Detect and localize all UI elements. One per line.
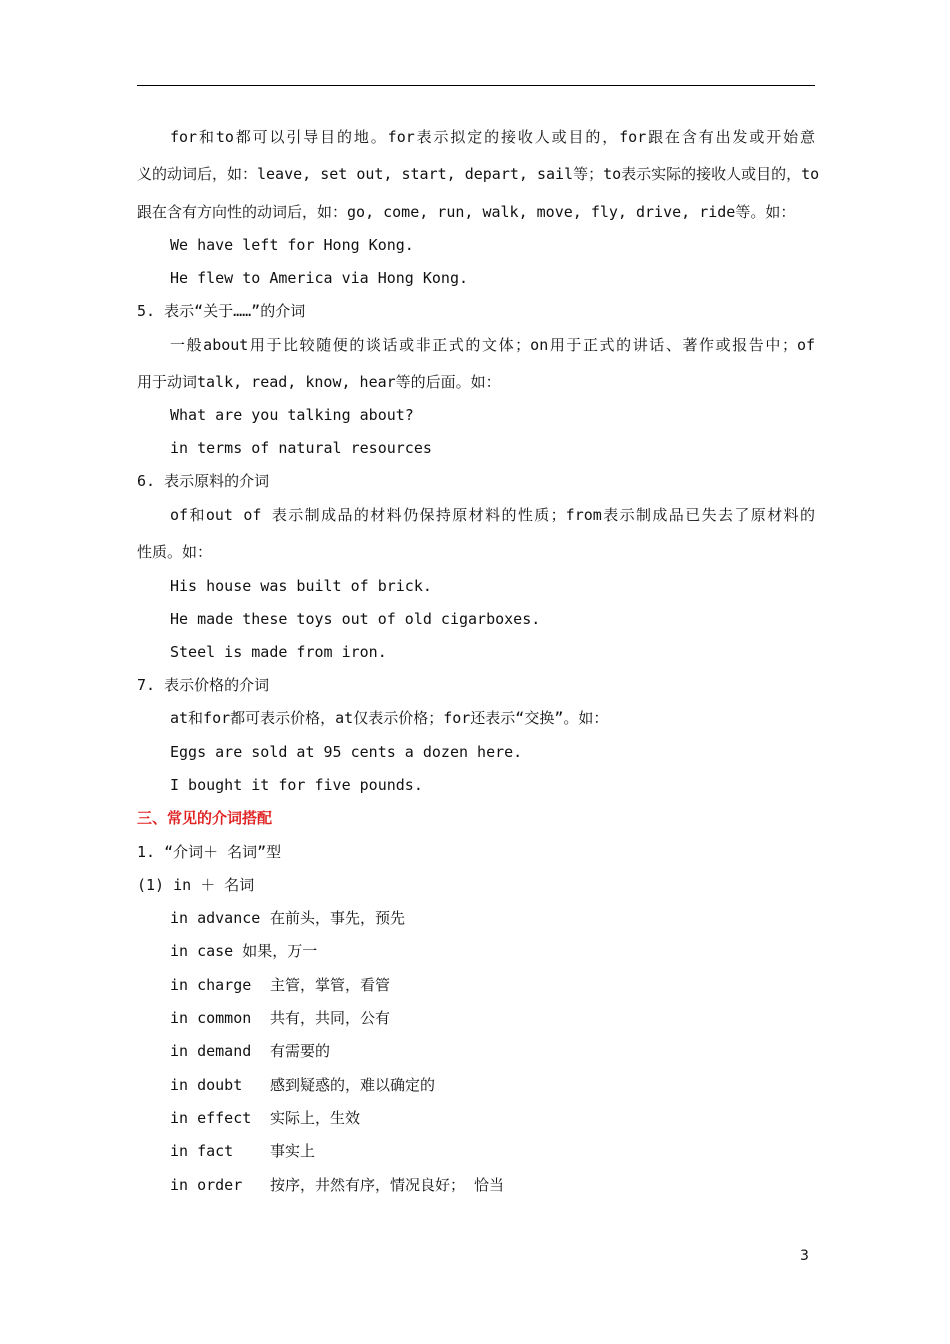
phrase-row <box>170 908 815 928</box>
phrase-term: in case <box>170 942 234 960</box>
section-title: 6. 表示原料的介词 <box>137 472 270 490</box>
phrase-meaning: 在前头，事先，预先 <box>270 909 406 927</box>
paragraph-line: 用于动词talk, read, know, hear等的后面。如： <box>137 373 501 391</box>
phrase-row <box>170 1141 815 1161</box>
phrase-meaning: 按序，井然有序，情况良好； 恰当 <box>270 1176 505 1194</box>
example-sentence: What are you talking about? <box>170 406 414 424</box>
phrase-term: in common <box>170 1009 252 1027</box>
phrase-meaning: 有需要的 <box>270 1042 331 1060</box>
phrase-term: in fact <box>170 1142 234 1160</box>
phrase-row <box>170 1075 815 1095</box>
example-sentence: He flew to America via Hong Kong. <box>170 269 469 287</box>
example-sentence: in terms of natural resources <box>170 439 432 457</box>
example-sentence: He made these toys out of old cigarboxes. <box>170 610 541 628</box>
example-sentence: Eggs are sold at 95 cents a dozen here. <box>170 743 523 761</box>
example-sentence: I bought it for five pounds. <box>170 776 423 794</box>
phrase-row <box>170 1175 815 1195</box>
phrase-term: in effect <box>170 1109 252 1127</box>
phrase-term: in doubt <box>170 1076 243 1094</box>
header-rule <box>137 85 815 86</box>
phrase-meaning: 实际上，生效 <box>270 1109 361 1127</box>
phrase-meaning: 如果，万一 <box>242 942 318 960</box>
subsection-title: (1) in ＋ 名词 <box>137 876 255 894</box>
paragraph-line: 义的动词后，如：leave, set out, start, depart, sail等；to表示实际的接收人或目的，to <box>137 165 820 183</box>
phrase-term: in advance <box>170 909 261 927</box>
part-heading: 三、常见的介词搭配 <box>137 809 273 827</box>
phrase-meaning: 事实上 <box>270 1142 316 1160</box>
phrase-row <box>170 975 815 995</box>
phrase-row <box>170 1108 815 1128</box>
phrase-row <box>170 941 815 961</box>
paragraph-line: at和for都可表示价格，at仅表示价格；for还表示“交换”。如： <box>170 709 609 727</box>
section-title: 5. 表示“关于……”的介词 <box>137 302 306 320</box>
paragraph-line: 跟在含有方向性的动词后，如：go, come, run, walk, move, fly, drive, ride等。如： <box>137 203 796 221</box>
phrase-row <box>170 1008 815 1028</box>
example-sentence: His house was built of brick. <box>170 577 432 595</box>
subsection-title: 1. “介词＋ 名词”型 <box>137 843 282 861</box>
paragraph-line: for和to都可以引导目的地。for表示拟定的接收人或目的，for跟在含有出发或开始意 <box>170 128 815 146</box>
example-sentence: Steel is made from iron. <box>170 643 387 661</box>
example-sentence: We have left for Hong Kong. <box>170 236 414 254</box>
phrase-meaning: 感到疑惑的，难以确定的 <box>270 1076 436 1094</box>
phrase-row <box>170 1041 815 1061</box>
phrase-term: in charge <box>170 976 252 994</box>
paragraph-line: 性质。如： <box>137 543 213 561</box>
section-title: 7. 表示价格的介词 <box>137 676 270 694</box>
phrase-meaning: 共有，共同，公有 <box>270 1009 391 1027</box>
phrase-term: in demand <box>170 1042 252 1060</box>
phrase-term: in order <box>170 1176 243 1194</box>
page-number: 3 <box>800 1248 809 1264</box>
paragraph-line: 一般about用于比较随便的谈话或非正式的文体；on用于正式的讲话、著作或报告中；of <box>170 336 815 354</box>
phrase-meaning: 主管，掌管，看管 <box>270 976 391 994</box>
paragraph-line: of和out of 表示制成品的材料仍保持原材料的性质；from表示制成品已失去了原材料的 <box>170 506 815 524</box>
